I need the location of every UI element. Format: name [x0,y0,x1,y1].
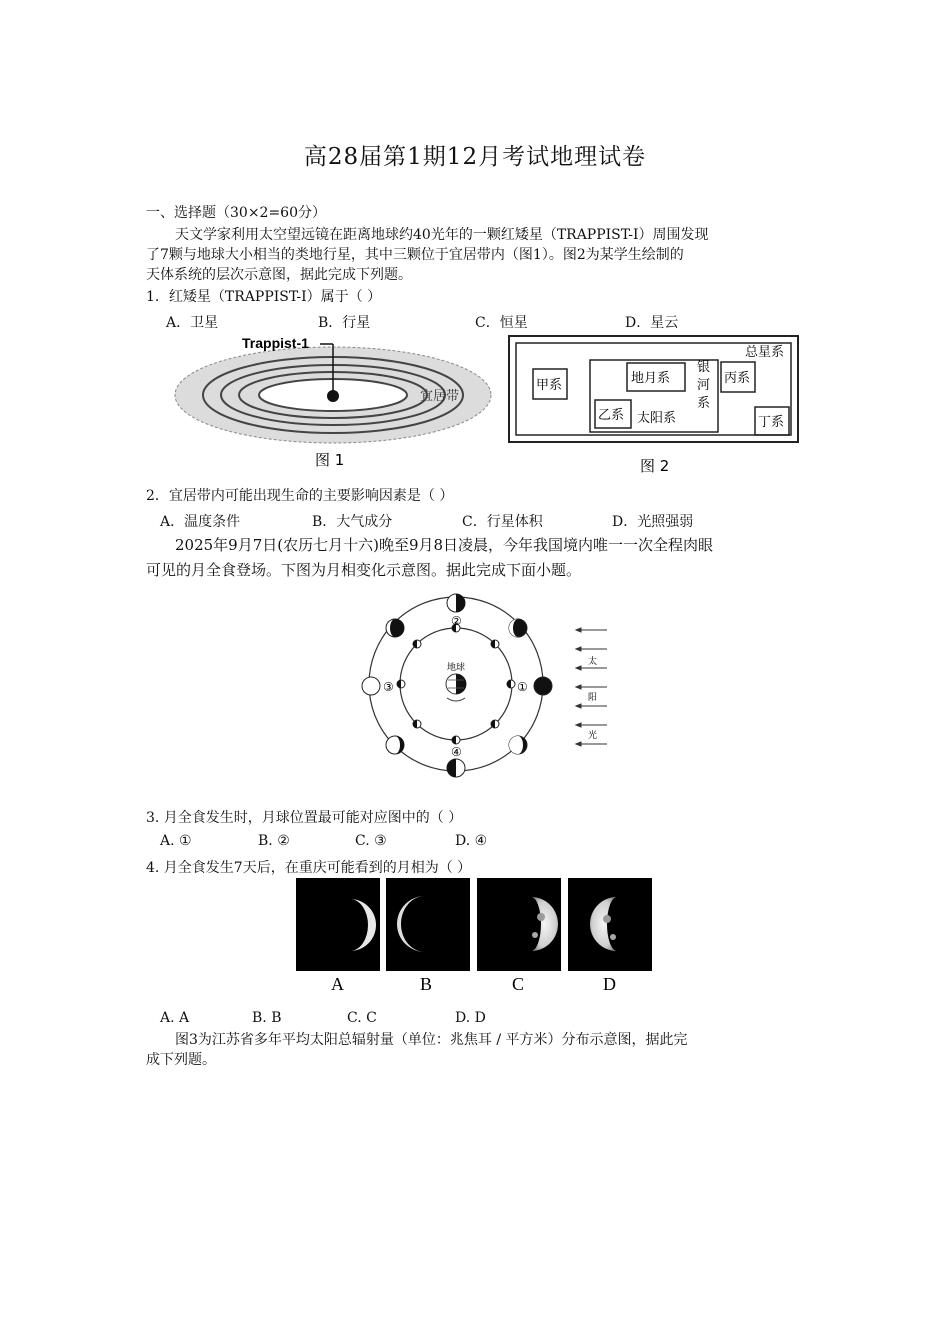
fig3-sun-char1: 太 [588,657,598,667]
fig2-jia-label: 甲系 [536,378,563,393]
intro3-line1: 图3为江苏省多年平均太阳总辐射量（单位：兆焦耳 / 平方米）分布示意图，据此完 [175,1032,688,1048]
q2-option-a: A．温度条件 [160,514,241,530]
q1-stem: 1．红矮星（TRAPPIST-I）属于（ ） [146,289,382,305]
section-heading: 一、选择题（30×2=60分） [146,205,326,221]
intro2-line1: 2025年9月7日(农历七月十六)晚至9月8日凌晨，今年我国境内唯一一次全程肉眼 [175,536,714,554]
q4-option-a: A. A [160,1010,190,1026]
fig3-marker-2: ② [451,614,462,628]
q4-option-d: D. D [455,1010,486,1026]
intro1-line1: 天文学家利用太空望远镜在距离地球约40光年的一颗红矮星（TRAPPIST-I）周围发现 [175,227,709,243]
moon-image-d [568,878,652,971]
q4-option-b: B. B [252,1010,282,1026]
moon-label-c: C [512,974,525,994]
figure3-moon-phase-diagram [355,588,615,783]
q4-stem: 4. 月全食发生7天后，在重庆可能看到的月相为（ ） [146,860,472,876]
sunlight-arrows [576,628,607,746]
fig2-milky-char1: 银 [697,360,711,375]
fig2-milky-char2: 河 [697,378,711,393]
fig3-marker-4: ④ [451,745,462,759]
fig2-bing-label: 丙系 [724,371,751,386]
q1-option-b: B．行星 [318,315,371,331]
fig2-solar-label: 太阳系 [637,411,677,426]
star-dot [327,390,339,402]
fig2-earthmoon-label: 地月系 [631,371,671,386]
moon-label-a: A [331,974,344,994]
figure1-habitable-zone [170,330,495,475]
fig2-total-label: 总星系 [745,345,785,360]
fig1-star-label: Trappist-1 [242,335,309,351]
q3-stem: 3. 月全食发生时，月球位置最可能对应图中的（ ） [146,810,463,826]
fig3-sun-char2: 阳 [588,693,598,703]
q3-option-a: A. ① [160,833,192,849]
intro1-line2: 了7颗与地球大小相当的类地行星，其中三颗位于宜居带内（图1）。图2为某学生绘制的 [146,247,684,263]
q1-option-d: D．星云 [625,315,679,331]
moon-label-b: B [420,974,433,994]
page-title: 高28届第1期12月考试地理试卷 [303,144,647,170]
q3-option-b: B. ② [258,833,290,849]
q3-option-c: C. ③ [355,833,387,849]
q3-option-d: D. ④ [455,833,488,849]
fig3-marker-3: ③ [383,680,394,694]
q4-option-c: C. C [347,1010,377,1026]
fig3-sun-char3: 光 [588,731,598,741]
moon-image-a [296,878,380,971]
fig2-ding-label: 丁系 [758,415,785,430]
intro3-line2: 成下列题。 [146,1052,216,1068]
q1-option-a: A．卫星 [166,315,219,331]
fig3-earth-label: 地球 [447,663,466,673]
q4-moon-images [295,877,657,997]
moon-label-d: D [603,974,616,994]
q2-option-d: D．光照强弱 [612,514,694,530]
intro1-line3: 天体系统的层次示意图，据此完成下列题。 [146,267,412,283]
fig2-yi-label: 乙系 [598,408,625,423]
q2-option-b: B．大气成分 [312,514,393,530]
fig1-zone-label: 宜居带 [420,389,460,404]
q2-option-c: C．行星体积 [462,514,543,530]
fig3-marker-1: ① [517,680,528,694]
fig2-caption: 图 2 [640,457,670,475]
q1-option-c: C．恒星 [475,315,528,331]
q2-stem: 2．宜居带内可能出现生命的主要影响因素是（ ） [146,488,454,504]
intro2-line2: 可见的月全食登场。下图为月相变化示意图。据此完成下面小题。 [146,561,582,579]
fig2-milky-char3: 系 [697,396,711,411]
fig1-caption: 图 1 [315,451,345,469]
figure2-system-hierarchy [505,333,805,478]
